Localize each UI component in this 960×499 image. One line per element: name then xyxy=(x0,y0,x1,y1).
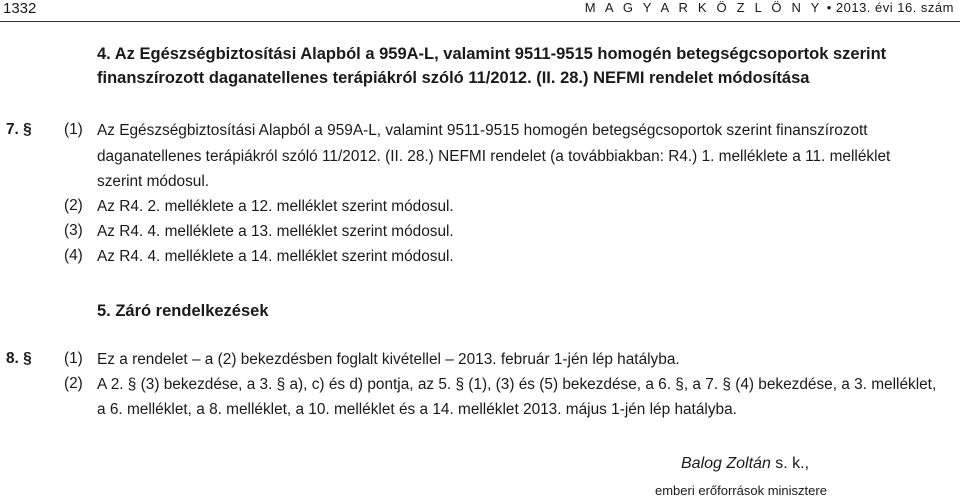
paragraph-7-2-text: Az R4. 2. melléklete a 12. melléklet szerint módosul. xyxy=(97,198,454,215)
signature-suffix: s. k., xyxy=(770,455,810,472)
signature-name xyxy=(681,455,809,473)
section-4-title-line2: finanszírozott daganatellenes terápiákról szóló 11/2012. (II. 28.) NEFMI rendelet módosítása xyxy=(97,69,810,87)
paragraph-8-1-label: (1) xyxy=(64,350,83,367)
paragraph-7-2-label: (2) xyxy=(64,197,83,214)
paragraph-7-1-line1: Az Egészségbiztosítási Alapból a 959A-L, valamint 9511-9515 homogén betegségcsoportok szerint finanszírozott xyxy=(97,122,868,139)
paragraph-8-2-label: (2) xyxy=(64,375,83,392)
issue-label: 2013. évi 16. szám xyxy=(835,0,954,15)
bullet-separator: • xyxy=(826,0,832,15)
paragraph-7-4-label: (4) xyxy=(64,247,83,264)
signature-person: Balog Zoltán xyxy=(681,455,771,472)
section-5-title: 5. Záró rendelkezések xyxy=(97,302,269,320)
paragraph-7-4-text: Az R4. 4. melléklete a 14. melléklet szerint módosul. xyxy=(97,248,454,265)
paragraph-8-2-line1: A 2. § (3) bekezdése, a 3. § a), c) és d) pontja, az 5. § (1), (3) és (5) bekezdése, a 6. §, a 7. § (4) bekezdése, a 3. melléklet, xyxy=(97,376,937,393)
header-rule xyxy=(0,21,960,22)
paragraph-7-number: 7. § xyxy=(6,121,32,138)
paragraph-8-number: 8. § xyxy=(6,350,32,367)
paragraph-7-1-line3: szerint módosul. xyxy=(97,173,210,190)
paragraph-7-3-text: Az R4. 4. melléklete a 13. melléklet szerint módosul. xyxy=(97,223,454,240)
paragraph-8-1-text: Ez a rendelet – a (2) bekezdésben foglalt kivétellel – 2013. február 1-jén lép hatályba. xyxy=(97,351,680,368)
page-number: 1332 xyxy=(3,0,37,17)
section-4-title-line1: 4. Az Egészségbiztosítási Alapból a 959A-L, valamint 9511-9515 homogén betegségcsoportok szerint xyxy=(97,45,887,63)
signature-title: emberi erőforrások minisztere xyxy=(655,483,827,498)
paragraph-7-3-label: (3) xyxy=(64,222,83,239)
paragraph-7-1-label: (1) xyxy=(64,121,83,138)
paragraph-7-1-line2: daganatellenes terápiákról szóló 11/2012. (II. 28.) NEFMI rendelet (a továbbiakban: R4.) 1. melléklete a 11. melléklet xyxy=(97,148,891,165)
running-header xyxy=(585,0,954,15)
publication-name: M A G Y A R K Ö Z L Ö N Y xyxy=(584,0,823,15)
paragraph-8-2-line2: a 6. melléklet, a 8. melléklet, a 10. melléklet és a 14. melléklet 2013. május 1-jén lép hatályba. xyxy=(97,401,737,418)
